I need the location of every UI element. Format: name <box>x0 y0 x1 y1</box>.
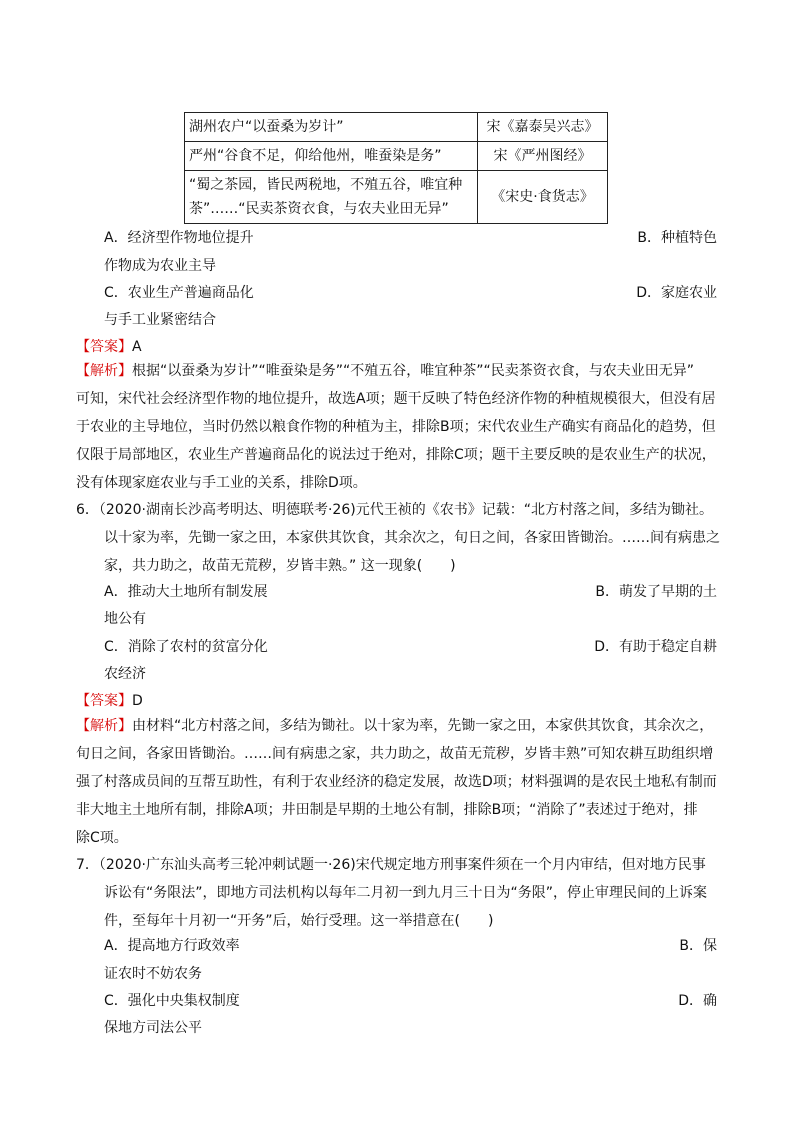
q6-option-b-continued: 地公有 <box>104 611 146 627</box>
analysis-line: 旬日之间，各家田皆锄治。……间有病患之家，共力助之，故苗无荒秽，岁皆丰熟”可知农耕互助组织增 <box>76 746 714 762</box>
q5-option-c: C．农业生产普遍商品化 <box>104 285 254 301</box>
table-cell-source: 《宋史·食货志》 <box>478 171 608 224</box>
stem-line: 诉讼有“务限法”，即地方司法机构以每年二月初一到九月三十日为“务限”，停止审理民间的上诉案 <box>104 885 708 901</box>
q7-option-c: C．强化中央集权制度 <box>104 993 240 1009</box>
q6-option-d-continued: 农经济 <box>104 666 146 682</box>
q5-option-a: A．经济型作物地位提升 <box>104 230 254 246</box>
analysis-label: 【解析】 <box>76 718 132 734</box>
analysis-line: 没有体现家庭农业与手工业的关系，排除D项。 <box>76 475 367 491</box>
stem-line: 件，至每年十月初一“开务”后，始行受理。这一举措意在( ) <box>104 913 494 929</box>
analysis-line: 非大地主土地所有制，排除A项；井田制是早期的土地公有制，排除B项；“消除了”表述过于绝对，排 <box>76 802 698 818</box>
stem-line: 6．（2020·湖南长沙高考明达、明德联考·26)元代王祯的《农书》记载：“北方村落之间，多结为锄社。 <box>76 502 713 518</box>
q7-option-d: D．确 <box>678 993 717 1009</box>
table-cell-text <box>185 171 478 224</box>
q6-option-c: C．消除了农村的贫富分化 <box>104 639 268 655</box>
analysis-line: 根据“以蚕桑为岁计”“唯蚕染是务”“不殖五谷，唯宜种茶”“民卖茶资衣食，与农夫业田无异” <box>132 363 695 379</box>
q5-option-b-continued: 作物成为农业主导 <box>104 258 216 274</box>
analysis-line: 仅限于局部地区，农业生产普遍商品化的说法过于绝对，排除C项；题干主要反映的是农业生产的状况， <box>76 447 716 463</box>
table-row <box>185 113 608 142</box>
q6-option-d: D．有助于稳定自耕 <box>594 639 717 655</box>
q6-option-a: A．推动大土地所有制发展 <box>104 584 268 600</box>
q7-option-b-continued: 证农时不妨农务 <box>104 966 202 982</box>
table-cell-source: 宋《嘉泰吴兴志》 <box>478 113 608 142</box>
table-cell-text: 严州“谷食不足，仰给他州，唯蚕染是务” <box>185 142 478 171</box>
q5-option-b: B．种植特色 <box>637 230 717 246</box>
source-table <box>184 112 608 224</box>
q6-analysis <box>76 712 717 852</box>
answer-value: D <box>132 693 143 709</box>
table-row <box>185 142 608 171</box>
q6-answer <box>76 690 143 710</box>
stem-line: 以十家为率，先锄一家之田，本家供其饮食，其余次之，旬日之间，各家田皆锄治。……间有病患之 <box>104 530 720 546</box>
table-row <box>185 171 608 224</box>
stem-line: 家，共力助之，故苗无荒秽，岁皆丰熟。” 这一现象( ) <box>104 558 456 574</box>
q5-analysis <box>76 357 716 497</box>
q7-option-a: A．提高地方行政效率 <box>104 938 240 954</box>
table-cell-text: 湖州农户“以蚕桑为岁计” <box>185 113 478 142</box>
q5-option-d: D．家庭农业 <box>636 285 717 301</box>
table-cell-source: 宋《严州图经》 <box>478 142 608 171</box>
answer-value: A <box>132 339 142 355</box>
q7-option-b: B．保 <box>679 938 717 954</box>
analysis-line: 可知，宋代社会经济型作物的地位提升，故选A项；题干反映了特色经济作物的种植规模很大，但没有居 <box>76 391 716 407</box>
q6-option-b: B．萌发了早期的土 <box>595 584 717 600</box>
q5-option-d-continued: 与手工业紧密结合 <box>104 312 216 328</box>
analysis-line: 由材料“北方村落之间，多结为锄社。以十家为率，先锄一家之田，本家供其饮食，其余次之， <box>132 718 714 734</box>
analysis-line: 强了村落成员间的互帮互助性，有利于农业经济的稳定发展，故选D项；材料强调的是农民土地私有制而 <box>76 774 717 790</box>
answer-label: 【答案】 <box>76 693 132 709</box>
q7-stem <box>76 851 707 935</box>
q6-stem <box>76 496 720 580</box>
analysis-line: 除C项。 <box>76 830 128 846</box>
q7-option-d-continued: 保地方司法公平 <box>104 1020 202 1036</box>
q5-answer <box>76 336 142 356</box>
table-cell-text-line: 茶”……“民卖茶资衣食，与农夫业田无异” <box>189 201 449 217</box>
stem-line: 7．（2020·广东汕头高考三轮冲刺试题一·26)宋代规定地方刑事案件须在一个月内审结，但对地方民事 <box>76 857 706 873</box>
analysis-label: 【解析】 <box>76 363 132 379</box>
analysis-line: 于农业的主导地位，当时仍然以粮食作物的种植为主，排除B项；宋代农业生产确实有商品化的趋势，但 <box>76 419 716 435</box>
answer-label: 【答案】 <box>76 339 132 355</box>
table-cell-text-line: “蜀之茶园，皆民两税地，不殖五谷，唯宜种 <box>189 177 463 193</box>
